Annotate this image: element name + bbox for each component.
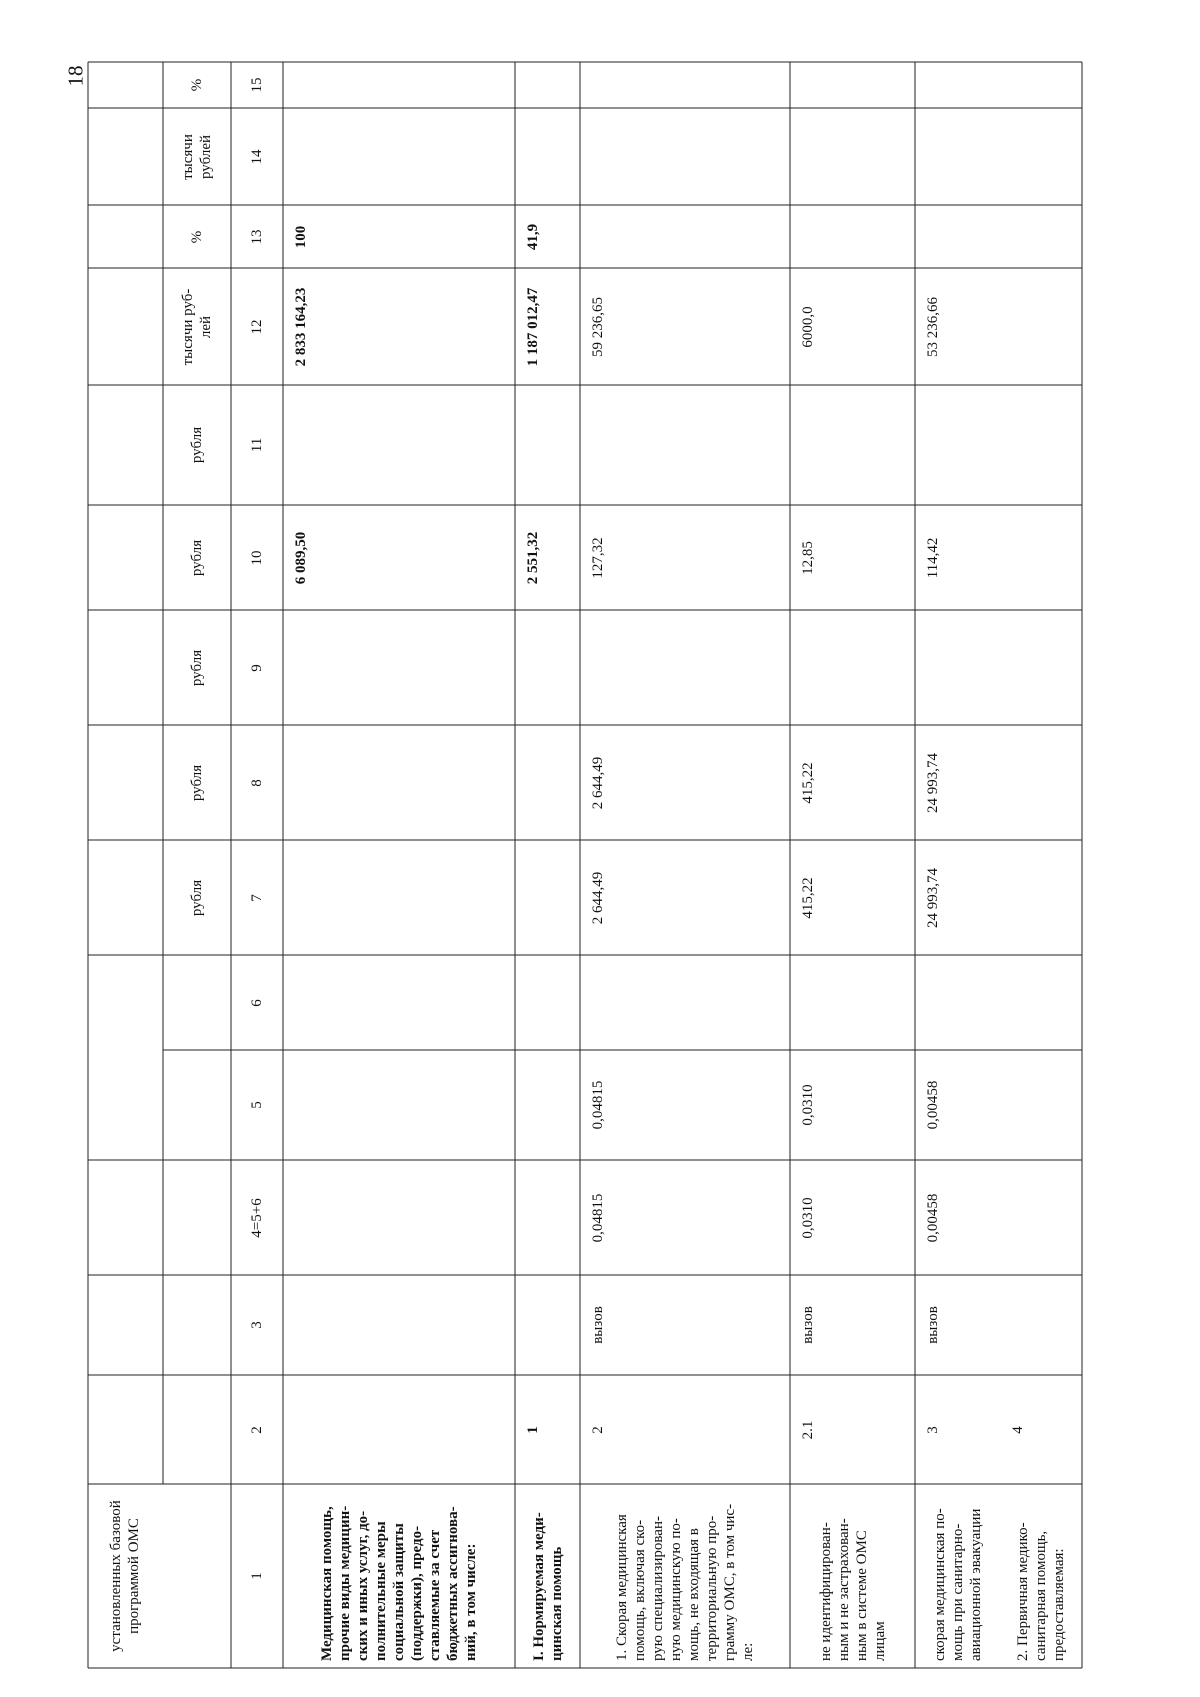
- cell-c4: 0,00458: [925, 1193, 941, 1242]
- column-number-8: 8: [249, 778, 265, 787]
- column-number-3: 3: [249, 1321, 265, 1329]
- cell-c7: 24 993,74: [925, 867, 941, 928]
- column-number-6: 6: [249, 998, 265, 1007]
- cell-c8: 2 644,49: [590, 756, 606, 809]
- row-name: 1. Скорая медицинская помощь, включая ско- рую специализирован- ную медицинскую по- мощь, не входящая в территориальную про- грамму ОМС, в том чис- ле:: [614, 1503, 756, 1661]
- cell-c2: 2.1: [800, 1420, 816, 1439]
- cell-c8: 415,22: [800, 761, 816, 804]
- cell-c2: 1: [525, 1425, 541, 1434]
- header-unit-c14: тысячи рублей: [180, 133, 214, 180]
- cell-c3: вызов: [590, 1306, 606, 1344]
- column-number-2: 2: [249, 1425, 265, 1434]
- row-name: I. Нормируемая меди- цинская помощь: [530, 1512, 565, 1661]
- cell-c13: 41,9: [525, 223, 541, 250]
- column-number-10: 10: [249, 550, 265, 565]
- cell-c10: 6 089,50: [293, 531, 309, 584]
- cell-c10: 12,85: [800, 540, 816, 575]
- cell-c4: 0,04815: [590, 1193, 606, 1242]
- row-name: 2. Первичная медико- санитарная помощь, предоставляемая:: [1015, 1522, 1067, 1661]
- page-number: 18: [63, 65, 88, 87]
- header-unit-c11: рубля: [189, 426, 205, 464]
- cell-c5: 0,04815: [590, 1080, 606, 1130]
- cell-c10: 2 551,32: [525, 531, 541, 584]
- header-unit-c13: %: [189, 230, 205, 243]
- cell-c4: 0,0310: [800, 1196, 816, 1239]
- row-name: скорая медицинская по- мощь при санитарно- авиационной эвакуации: [931, 1508, 984, 1661]
- cell-c2: 4: [1010, 1425, 1026, 1434]
- column-number-1: 1: [249, 1572, 265, 1580]
- header-unit-c9: рубля: [189, 649, 205, 686]
- column-number-7: 7: [249, 893, 265, 902]
- header-unit-c7: рубля: [189, 879, 205, 916]
- cell-c3: вызов: [925, 1306, 941, 1344]
- column-number-14: 14: [249, 149, 265, 164]
- cell-c2: 3: [925, 1425, 941, 1434]
- column-number-9: 9: [249, 663, 265, 672]
- column-number-13: 13: [249, 229, 265, 244]
- cell-c2: 2: [590, 1425, 606, 1434]
- header-unit-c12: тысячи руб- лей: [180, 288, 214, 365]
- cell-c10: 127,32: [590, 536, 606, 579]
- row-name: не идентифицирован- ным и не застрахован- ным в системе ОМС лицам: [817, 1518, 888, 1661]
- cell-c12: 59 236,65: [590, 296, 606, 357]
- column-number-5: 5: [249, 1101, 265, 1109]
- column-number-15: 15: [249, 77, 265, 93]
- cell-c12: 53 236,66: [925, 296, 941, 357]
- column-number-4: 4=5+6: [249, 1197, 265, 1238]
- cell-c12: 2 833 164,23: [293, 287, 309, 366]
- header-unit-c10: рубля: [189, 539, 205, 576]
- cell-c7: 415,22: [800, 876, 816, 919]
- cell-c3: вызов: [800, 1306, 816, 1344]
- cell-c5: 0,00458: [925, 1080, 941, 1130]
- header-group-label: установленных базовой программой ОМС: [108, 1500, 142, 1652]
- cell-c12: 1 187 012,47: [525, 287, 541, 366]
- column-number-11: 11: [249, 437, 265, 453]
- cell-c5: 0,0310: [800, 1084, 816, 1126]
- column-number-12: 12: [249, 319, 265, 334]
- row-name: Медицинская помощь, прочие виды медицин- ских и иных услуг, до- полнительные меры социальной защиты (поддержки), предо- ставляемые за счет бюджетных ассигнова- ний, в том числе:: [319, 1505, 479, 1661]
- cell-c12: 6000,0: [800, 305, 816, 348]
- cell-c10: 114,42: [925, 537, 941, 578]
- cell-c8: 24 993,74: [925, 752, 941, 813]
- cell-c13: 100: [293, 225, 309, 248]
- header-unit-c8: рубля: [189, 764, 205, 801]
- cell-c7: 2 644,49: [590, 871, 606, 924]
- header-unit-c15: %: [189, 78, 205, 92]
